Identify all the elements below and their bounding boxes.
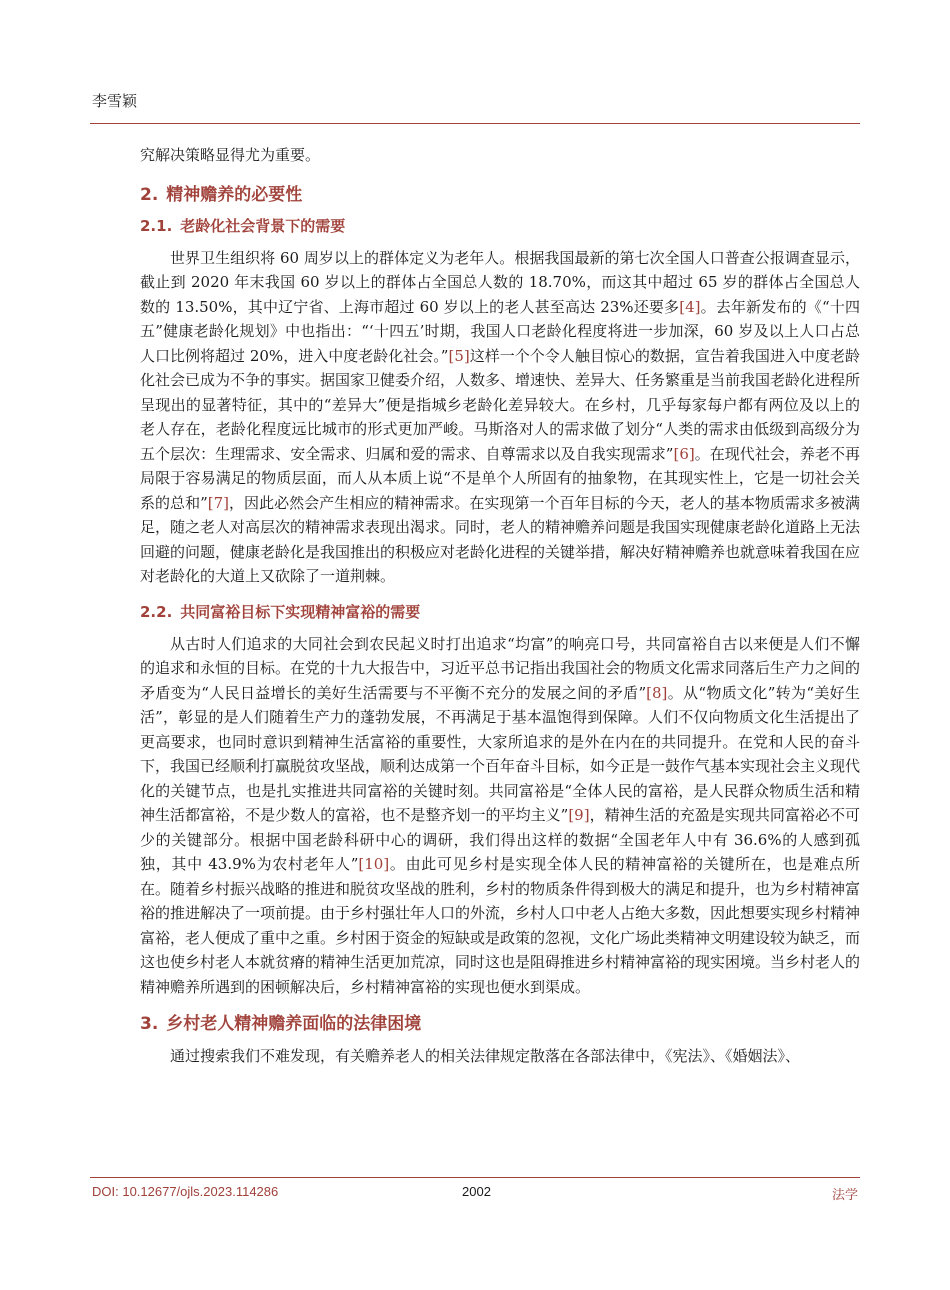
text-run: ，因此必然会产生相应的精神需求。在实现第一个百年目标的今天，老人的基本物质需求多被满足，随之老人对高层次的精神需求表现出渴求。同时，老人的精神赡养问题是我国实现健康老龄化道路上无法回避的问题，健康老龄化是我国推出的积极应对老龄化进程的关键举措，解决好精神赡养也就意味着我国在应对老龄化的大道上又砍除了一道荆棘。 (140, 493, 861, 585)
section-3-heading (140, 1009, 860, 1034)
text-run: 世界卫生组织将 60 周岁以上的群体定义为老年人。根据我国最新的第七次全国人口普查公报调查显示，截止到 2020 年末我国 60 岁以上的群体占全国总人数的 18.70%，而这其中超过 65 岁的群体占全国总人数的 13.50%，其中辽宁省、上海市超过 60 岁以上的老人甚至高达 23%还要多 (140, 248, 860, 316)
section-2-1-heading (140, 215, 860, 236)
section-2-heading (140, 180, 860, 205)
footer-divider (90, 1177, 860, 1178)
section-title: 老龄化社会背景下的需要 (180, 216, 346, 235)
text-run: 。由此可见乡村是实现全体人民的精神富裕的关键所在，也是难点所在。随着乡村振兴战略的推进和脱贫攻坚战的胜利，乡村的物质条件得到极大的满足和提升，也为乡村精神富裕的推进解决了一项前提。由于乡村强壮年人口的外流，乡村人口中老人占绝大多数，因此想要实现乡村精神富裕，老人便成了重中之重。乡村困于资金的短缺或是政策的忽视，文化广场此类精神文明建设较为缺乏，而这也使乡村老人本就贫瘠的精神生活更加荒凉，同时这也是阻碍推进乡村精神富裕的现实困境。当乡村老人的精神赡养所遇到的困顿解决后，乡村精神富裕的实现也便水到渠成。 (140, 855, 861, 996)
section-number: 2.2. (140, 602, 173, 621)
article-body (140, 143, 860, 1069)
citation-link[interactable]: [6] (673, 444, 695, 463)
citation-link[interactable]: [5] (448, 346, 470, 365)
citation-link[interactable]: [4] (679, 297, 701, 316)
text-run: 。从“物质文化”转为“美好生活”，彰显的是人们随着生产力的蓬勃发展，不再满足于基本温饱得到保障。人们不仅向物质文化生活提出了更高要求，也同时意识到精神生活富裕的重要性，大家所追求的是外在内在的共同提升。在党和人民的奋斗下，我国已经顺利打赢脱贫攻坚战，顺利达成第一个百年奋斗目标，如今正是一鼓作气基本实现社会主义现代化的关键节点，也是扎实推进共同富裕的关键时刻。共同富裕是“全体人民的富裕，是人民群众物质生活和精神生活都富裕，不是少数人的富裕，也不是整齐划一的平均主义” (140, 683, 861, 824)
citation-link[interactable]: [9] (568, 806, 590, 824)
section-title: 精神赡养的必要性 (166, 184, 303, 205)
section-2-2-heading (140, 601, 860, 622)
page-number: 2002 (462, 1184, 491, 1199)
section-3-paragraph: 通过搜索我们不难发现，有关赡养老人的相关法律规定散落在各部法律中，《宪法》、《婚姻法》、 (170, 1047, 801, 1065)
header-divider (90, 123, 860, 124)
section-2-2-paragraph (140, 632, 860, 1000)
running-header-author: 李雪颖 (92, 92, 138, 110)
section-2-1-paragraph (140, 246, 860, 589)
section-title: 乡村老人精神赡养面临的法律困境 (166, 1014, 422, 1034)
text-run: 。去年新发布的《“十四五”健康老龄化规划》中也指出：“‘十四五’时期，我国人口老龄化程度将进一步加深，60 岁及以上人口占总人口比例将超过 20%，进入中度老龄化社会。” (140, 297, 860, 365)
citation-link[interactable]: [8] (646, 683, 668, 702)
citation-link[interactable]: [10] (358, 855, 390, 873)
text-run: 。在现代社会，养老不再局限于容易满足的物质层面，而人从本质上说“不是单个人所固有的抽象物，在其现实性上，它是一切社会关系的总和” (140, 444, 860, 512)
footer-doi-link[interactable]: DOI: 10.12677/ojls.2023.114286 (92, 1184, 279, 1199)
text-run: 从古时人们追求的大同社会到农民起义时打出追求“均富”的响亮口号，共同富裕自古以来便是人们不懈的追求和永恒的目标。在党的十九大报告中，习近平总书记指出我国社会的物质文化需求同落后生产力之间的矛盾变为“人民日益增长的美好生活需要与不平衡不充分的发展之间的矛盾” (140, 634, 861, 702)
section-number: 3. (140, 1014, 159, 1034)
text-run: ，精神生活的充盈是实现共同富裕必不可少的关键部分。根据中国老龄科研中心的调研，我们得出这样的数据“全国老年人中有 36.6%的人感到孤独，其中 43.9%为农村老年人” (140, 806, 860, 873)
text-run: 这样一个个令人触目惊心的数据，宣告着我国进入中度老龄化社会已成为不争的事实。据国家卫健委介绍，人数多、增速快、差异大、任务繁重是当前我国老龄化进程所呈现出的显著特征，其中的“差异大”便是指城乡老龄化差异较大。在乡村，几乎每家每户都有两位及以上的老人存在，老龄化程度远比城市的形式更加严峻。马斯洛对人的需求做了划分“人类的需求由低级到高级分为五个层次：生理需求、安全需求、归属和爱的需求、自尊需求以及自我实现需求” (140, 346, 861, 463)
intro-tail-paragraph: 究解决策略显得尤为重要。 (140, 146, 321, 164)
section-number: 2. (140, 184, 159, 205)
journal-name: 法学 (831, 1188, 858, 1203)
section-number: 2.1. (140, 216, 173, 235)
section-title: 共同富裕目标下实现精神富裕的需要 (180, 602, 421, 621)
citation-link[interactable]: [7] (207, 493, 230, 512)
